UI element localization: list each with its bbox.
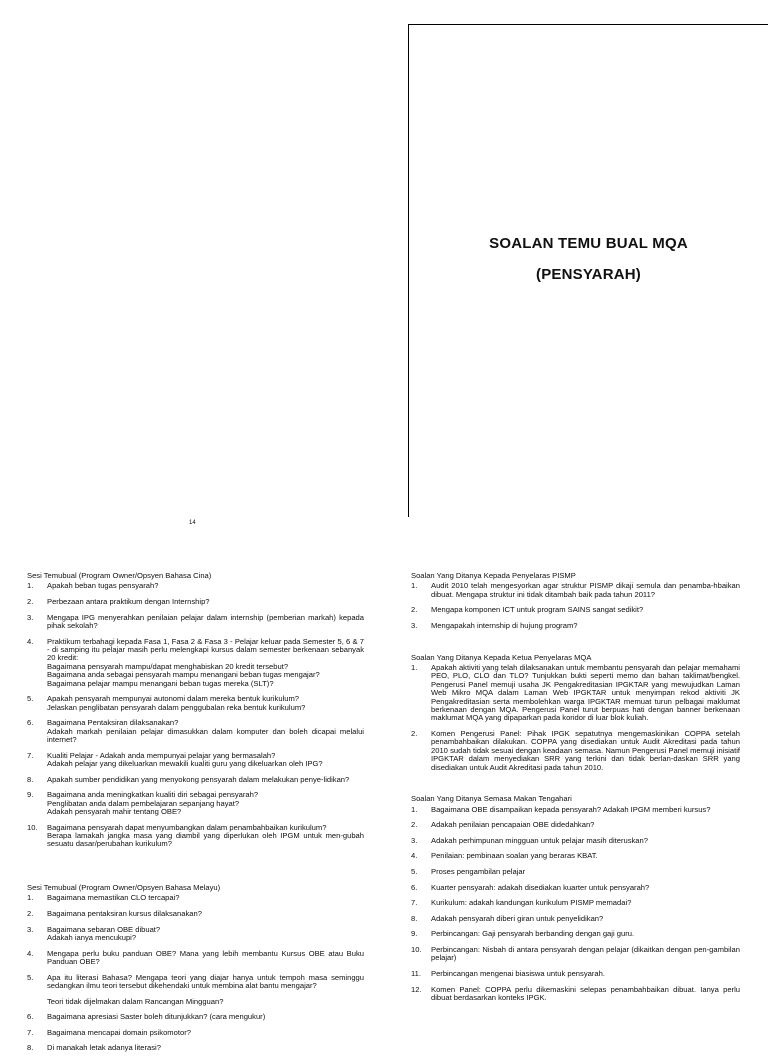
item-body (47, 598, 364, 606)
item-line: Kualiti Pelajar - Adakah anda mempunyai pelajar yang bermasalah? (47, 750, 276, 760)
list-item (27, 1013, 364, 1021)
section-heading: Sesi Temubual (Program Owner/Opsyen Bahasa Melayu) (27, 883, 221, 893)
item-line: Bagaimana anda sebagai pensyarah mampu menangani beban tugas mengajar? (47, 670, 320, 680)
list-item (411, 899, 740, 907)
section-heading: Soalan Yang Ditanya Kepada Penyelaras PISMP (411, 571, 576, 580)
item-body (431, 622, 740, 630)
item-number: 2. (411, 729, 418, 739)
item-body (431, 821, 740, 829)
item-line: Mengapa IPG menyerahkan penilaian pelajar dalam internship (pemberian markah) kepada pihak sekolah? (47, 612, 364, 630)
section-heading: Soalan Yang Ditanya Kepada Ketua Penyelaras MQA (411, 652, 592, 662)
list-item (27, 1029, 364, 1037)
item-number: 4. (411, 851, 418, 861)
list-item (411, 970, 740, 978)
item-number: 2. (27, 909, 34, 919)
item-number: 4. (27, 636, 34, 646)
list-item (27, 791, 364, 816)
list-item (411, 868, 740, 876)
list-item (411, 852, 740, 860)
item-number: 12. (411, 984, 422, 994)
item-body (431, 946, 740, 963)
item-body (47, 791, 364, 816)
item-line: Adakah pensyarah mahir tentang OBE? (47, 807, 182, 817)
item-line: Penilaian: pembinaan soalan yang beraras KBAT. (431, 851, 598, 861)
item-line: Mengapa perlu buku panduan OBE? Mana yang lebih membantu Kursus OBE atau Buku Panduan OBE? (47, 948, 364, 967)
item-number: 1. (27, 581, 34, 591)
list-item (27, 614, 364, 631)
item-number: 5. (27, 972, 34, 982)
item-line: Bagaimana Pentaksiran dilaksanakan? (47, 718, 179, 728)
item-body (431, 730, 740, 772)
item-line: Di manakah letak adanya literasi? (47, 1043, 161, 1053)
item-body (47, 614, 364, 631)
item-line: Perbezaan antara praktikum dengan Internship? (47, 597, 210, 606)
item-line: Komen Pengerusi Panel: Pihak IPGK sepatutnya mengemaskinikan COPPA setelah penambahbaikan dilakukan. COPPA yang disediakan untuk Audit Akreditasi pada tahun 2010 sudah tidak sesuai dengan keadaan semasa. Namun Pengerusi Panel memuji inisiatif IPGKTAR dalam menyediakan SRR yang terkini dan tidak berlan-daskan SRR yang disediakan untuk Audit Akreditasi pada tahun 2010. (431, 729, 740, 772)
item-body (47, 582, 364, 590)
item-body (431, 915, 740, 923)
item-line: Bagaimana apresiasi Saster boleh ditunjukkan? (cara mengukur) (47, 1012, 266, 1022)
item-line: Bagaimana mencapai domain psikomotor? (47, 1027, 191, 1037)
list-item (27, 894, 364, 902)
item-body (47, 1029, 364, 1037)
item-number: 5. (27, 694, 34, 704)
item-number: 4. (27, 948, 34, 958)
item-line: Perbincangan mengenai biasiswa untuk pensyarah. (431, 969, 605, 978)
page-number: 14 (189, 520, 196, 526)
item-body (47, 776, 364, 784)
item-body (47, 974, 364, 991)
list-item (411, 884, 740, 892)
item-line: Berapa lamakah jangka masa yang diambil yang diperlukan oleh IPGM untuk men-gubah sesuatu dasar/perubahan kurikulum? (47, 831, 364, 849)
item-line: Perbincangan: Gaji pensyarah berbanding dengan gaji guru. (431, 929, 635, 939)
item-line: Apakah beban tugas pensyarah? (47, 581, 159, 591)
item-number: 1. (411, 663, 418, 672)
item-line: Bagaimana OBE disampaikan kepada pensyarah? Adakah IPGM memberi kursus? (431, 804, 711, 814)
list-item (27, 638, 364, 688)
item-line: Bagaimana pelajar mampu menangani beban tugas mereka (SLT)? (47, 678, 274, 688)
list-item (27, 719, 364, 744)
item-line: Kuarter pensyarah: adakah disediakan kuarter untuk pensyarah? (431, 882, 650, 892)
item-line: Apakah sumber pendidikan yang menyokong pensyarah dalam melakukan penye-lidikan? (47, 774, 350, 784)
list-item (27, 974, 364, 991)
item-number: 8. (411, 913, 418, 923)
item-line: Apakah aktiviti yang telah dilaksanakan untuk membantu pensyarah dan pelajar memahami PEO, PLO, CLO dan TLO? Tunjukkan bukti seperti memo dan bahan taklimat/bengkel. Pengerusi Panel memuji usaha JK Pengakreditasian IPGKTAR yang mewujudkan Laman Web Mikro MQA dalam Laman Web IPGKTAR untuk menyimpan rekod aktiviti JK Pengakreditasian serta membolehkan warga IPGKTAR memuat turun pelbagai maklumat berkenaan dengan MQA. Pengerusi Panel turut berpuas hati dengan banner berkenaan maklumat MQA yang dipaparkan pada koridor di luar blok kuliah. (431, 663, 740, 723)
item-body (47, 1044, 364, 1052)
item-line: Adakah pensyarah diberi giran untuk penyelidikan? (431, 913, 604, 923)
item-number: 3. (27, 924, 34, 934)
item-number: 10. (411, 945, 422, 954)
cover-border-top (408, 24, 768, 25)
item-number: 7. (27, 750, 34, 760)
item-body (47, 695, 364, 712)
item-body (431, 664, 740, 723)
item-line: Bagaimana pensyarah mampu/dapat menghabiskan 20 kredit tersebut? (47, 661, 289, 671)
item-line: Bagaimana sebaran OBE dibuat? (47, 924, 161, 934)
item-number: 1. (411, 581, 418, 591)
list-item (27, 598, 364, 606)
item-line: Bagaimana anda meningkatkan kualiti diri sebagai pensyarah? (47, 790, 259, 800)
list-item (411, 821, 740, 829)
item-line: Apa itu literasi Bahasa? Mengapa teori yang diajar hanya untuk tempoh masa seminggu sedangkan ilmu teori tersebut dikehendaki untuk membina alat bantu mengajar? (47, 972, 364, 991)
item-body (47, 1013, 364, 1021)
list-item (27, 695, 364, 712)
item-body (431, 970, 740, 978)
item-body (47, 950, 364, 967)
item-line: Jelaskan penglibatan pensyarah dalam penggubalan reka bentuk kurikulum? (47, 702, 306, 712)
item-number: 6. (27, 1012, 34, 1022)
item-body (47, 910, 364, 918)
list-item (411, 606, 740, 614)
list-item (411, 986, 740, 1003)
list-item (27, 1044, 364, 1052)
item-number: 1. (411, 804, 418, 814)
item-body (431, 852, 740, 860)
section-note: Teori tidak dijelmakan dalam Rancangan Mingguan? (47, 996, 224, 1006)
list-item (411, 837, 740, 845)
item-body (431, 930, 740, 938)
list-item (411, 946, 740, 963)
cover-title: SOALAN TEMU BUAL MQA (489, 235, 688, 252)
item-number: 7. (27, 1027, 34, 1037)
list-item (411, 915, 740, 923)
item-body (431, 606, 740, 614)
item-line: Adakah ianya mencukupi? (47, 933, 137, 943)
list-item (27, 824, 364, 849)
item-number: 3. (411, 835, 418, 845)
item-body (431, 986, 740, 1003)
list-item (27, 582, 364, 590)
item-line: Praktikum terbahagi kepada Fasa 1, Fasa 2 & Fasa 3 - Pelajar keluar pada Semester 5, 6 & 7 - di samping itu pelajar masih perlu melengkapi kursus dalam semester berkenaan sebanyak 20 kredit: (47, 636, 364, 663)
section-gap (411, 638, 740, 654)
section-gap (411, 779, 740, 795)
list-item (411, 930, 740, 938)
item-body (47, 719, 364, 744)
item-number: 9. (411, 929, 418, 939)
list-item (411, 582, 740, 599)
item-line: Proses pengambilan pelajar (431, 867, 526, 877)
item-line: Apakah pensyarah mempunyai autonomi dalam mereka bentuk kurikulum? (47, 694, 299, 704)
item-body (47, 894, 364, 902)
item-number: 11. (411, 969, 421, 978)
item-body (431, 806, 740, 814)
item-body (47, 926, 364, 943)
item-number: 1. (27, 893, 34, 903)
item-number: 8. (27, 1043, 34, 1053)
list-item (411, 730, 740, 772)
list-item (27, 776, 364, 784)
item-line: Komen Panel: COPPA perlu dikemaskini selepas penambahbaikan dibuat. Ianya perlu dibuat berdasarkan konteks IPGK. (431, 984, 740, 1002)
section-gap (27, 856, 364, 884)
item-line: Adakah perhimpunan mingguan untuk pelajar masih diteruskan? (431, 835, 648, 845)
list-item (27, 752, 364, 769)
item-line: Audit 2010 telah mengesyorkan agar struktur PISMP dikaji semula dan penamba-hbaikan dibuat. Mengapa struktur ini tidak ditambah baik pada tahun 2011? (431, 581, 740, 599)
item-body (431, 899, 740, 907)
item-line: Adakah pelajar yang dikeluarkan mewakili kualiti guru yang dikeluarkan oleh IPG? (47, 759, 323, 769)
item-line: Penglibatan anda dalam pembelajaran sepanjang hayat? (47, 798, 240, 808)
item-number: 6. (411, 882, 418, 892)
item-number: 9. (27, 790, 34, 800)
item-line: Mengapakah internship di hujung program? (431, 621, 578, 630)
item-line: Kurikulum: adakah kandungan kurikulum PISMP memadai? (431, 898, 632, 908)
item-body (47, 824, 364, 849)
left-column (27, 572, 364, 1060)
item-number: 2. (27, 597, 34, 606)
item-number: 10. (27, 822, 38, 832)
item-line: Mengapa komponen ICT untuk program SAINS sangat sedikit? (431, 605, 644, 615)
item-body (431, 582, 740, 599)
item-line: Bagaimana pentaksiran kursus dilaksanakan? (47, 909, 202, 919)
item-line: Adakah penilaian pencapaian OBE didedahkan? (431, 820, 595, 830)
right-column (411, 572, 740, 1010)
item-number: 7. (411, 898, 418, 908)
list-item (27, 950, 364, 967)
item-number: 2. (411, 820, 418, 830)
section-heading: Sesi Temubual (Program Owner/Opsyen Bahasa Cina) (27, 571, 212, 580)
list-item (27, 910, 364, 918)
item-body (47, 752, 364, 769)
section-heading: Soalan Yang Ditanya Semasa Makan Tengahari (411, 794, 572, 804)
item-line: Adakah markah penilaian pelajar dimasukkan dalam komputer dan boleh dicapai melalui internet? (47, 726, 364, 745)
item-number: 2. (411, 605, 418, 615)
item-number: 6. (27, 718, 34, 728)
item-line: Perbincangan: Nisbah di antara pensyarah dengan pelajar (dikaitkan dengan pen-gambilan pelajar) (431, 945, 740, 963)
item-body (47, 638, 364, 688)
cover-subtitle: (PENSYARAH) (536, 266, 641, 283)
list-item (411, 806, 740, 814)
item-number: 5. (411, 867, 418, 877)
item-body (431, 884, 740, 892)
item-body (431, 837, 740, 845)
item-line: Bagaimana memastikan CLO tercapai? (47, 893, 180, 903)
item-number: 8. (27, 774, 34, 784)
list-item (27, 926, 364, 943)
item-body (431, 868, 740, 876)
list-item (411, 622, 740, 630)
item-line: Bagaimana pensyarah dapat menyumbangkan dalam penambahbaikan kurikulum? (47, 822, 327, 832)
item-number: 3. (27, 612, 34, 622)
list-item (411, 664, 740, 723)
item-number: 3. (411, 621, 418, 630)
